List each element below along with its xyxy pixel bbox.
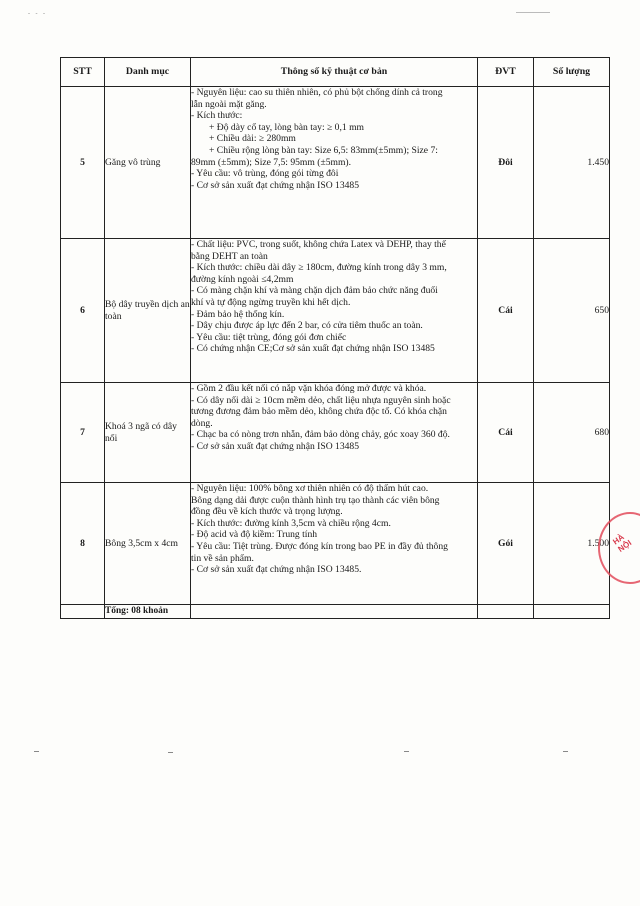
- table-header-row: [61, 58, 610, 87]
- row-specs: [191, 383, 478, 483]
- table-row: [61, 239, 610, 383]
- spec-line: dòng.: [191, 417, 213, 429]
- spec-line: + Chiều rộng lòng bàn tay: Size 6,5: 83mm(±5mm); Size 7:: [209, 144, 438, 156]
- spec-line: - Cơ sở sản xuất đạt chứng nhận ISO 13485: [191, 179, 360, 191]
- spec-line: Bông dạng dải được cuộn thành hình trụ tạo thành các viên bông: [191, 494, 440, 506]
- row-unit: Cái: [478, 239, 534, 383]
- spec-line: - Kích thước: đường kính 3,5cm và chiều rộng 4cm.: [191, 517, 391, 529]
- row-stt: 7: [61, 383, 105, 483]
- spec-line: tương đương đảm bảo mềm dẻo, không chứa độc tố. Có khóa chặn: [191, 406, 447, 418]
- total-stt-cell: [61, 605, 105, 619]
- total-qty-cell: [534, 605, 610, 619]
- spec-line: khí và tự động ngừng truyền khi hết dịch.: [191, 296, 351, 308]
- spec-line: - Dây chịu được áp lực đến 2 bar, có cửa tiêm thuốc an toàn.: [191, 320, 423, 332]
- row-stt: 5: [61, 87, 105, 239]
- header-specs: Thông số kỹ thuật cơ bản: [191, 58, 478, 87]
- total-label: Tổng: 08 khoản: [105, 605, 191, 619]
- row-quantity: 650: [534, 239, 610, 383]
- specification-table: [60, 57, 610, 619]
- spec-line: - Đảm bảo hệ thống kín.: [191, 308, 285, 320]
- table-row: [61, 87, 610, 239]
- spec-line: - Có chứng nhận CE;Cơ sở sản xuất đạt chứng nhận ISO 13485: [191, 343, 435, 355]
- spec-line: - Có màng chặn khí và màng chặn dịch đảm bảo chức năng đuổi: [191, 285, 438, 297]
- row-category-name: Bộ dây truyền dịch an toàn: [105, 239, 191, 383]
- margin-mark: [563, 751, 568, 752]
- row-category-name: Khoá 3 ngã có dây nối: [105, 383, 191, 483]
- spec-line: - Chất liệu: PVC, trong suốt, không chứa Latex và DEHP, thay thế: [191, 239, 446, 250]
- spec-line: - Độ acid và độ kiềm: Trung tính: [191, 529, 318, 541]
- header-unit: ĐVT: [478, 58, 534, 87]
- row-specs: [191, 483, 478, 605]
- margin-mark: [404, 751, 409, 752]
- total-row: [61, 605, 610, 619]
- spec-line: 89mm (±5mm); Size 7,5: 95mm (±5mm).: [191, 156, 352, 168]
- spec-line: - Chạc ba có nòng trơn nhẵn, đảm bảo dòng chảy, góc xoay 360 độ.: [191, 429, 450, 441]
- margin-mark: [168, 752, 173, 753]
- spec-line: - Kích thước:: [191, 110, 243, 122]
- spec-line: - Gồm 2 đầu kết nối có nắp vặn khóa đóng mở được và khóa.: [191, 383, 427, 394]
- table-row: [61, 483, 610, 605]
- margin-mark: [34, 751, 39, 752]
- spec-line: - Nguyên liệu: 100% bông xơ thiên nhiên có độ thấm hút cao.: [191, 483, 429, 494]
- scan-mark: - - -: [28, 11, 47, 17]
- table-row: [61, 383, 610, 483]
- spec-line: - Yêu cầu: tiệt trùng, đóng gói đơn chiếc: [191, 331, 347, 343]
- spec-line: - Cơ sở sản xuất đạt chứng nhận ISO 13485.: [191, 564, 362, 576]
- header-quantity: Số lượng: [534, 58, 610, 87]
- spec-line: + Độ dày cổ tay, lòng bàn tay: ≥ 0,1 mm: [209, 121, 364, 133]
- row-stt: 8: [61, 483, 105, 605]
- spec-line: - Cơ sở sản xuất đạt chứng nhận ISO 13485: [191, 440, 360, 452]
- row-stt: 6: [61, 239, 105, 383]
- row-quantity: 1.500: [534, 483, 610, 605]
- row-category-name: Găng vô trùng: [105, 87, 191, 239]
- spec-line: tin về sản phẩm.: [191, 552, 254, 564]
- row-category-name: Bông 3,5cm x 4cm: [105, 483, 191, 605]
- row-unit: Đôi: [478, 87, 534, 239]
- row-unit: Cái: [478, 383, 534, 483]
- scan-mark: [516, 12, 550, 13]
- spec-line: lẫn ngoài mặt găng.: [191, 98, 267, 110]
- header-category: Danh mục: [105, 58, 191, 87]
- seal-text: HÀ NỘI: [611, 532, 634, 554]
- spec-line: bằng DEHT an toàn: [191, 250, 268, 262]
- row-quantity: 1.450: [534, 87, 610, 239]
- spec-line: - Yêu cầu: vô trùng, đóng gói từng đôi: [191, 168, 339, 180]
- spec-line: đường kính ngoài ≤4,2mm: [191, 273, 294, 285]
- spec-line: - Có dây nối dài ≥ 10cm mềm dẻo, chất liệu nhựa nguyên sinh hoặc: [191, 394, 451, 406]
- spec-line: - Nguyên liệu: cao su thiên nhiên, có phủ bột chống dính cả trong: [191, 87, 443, 98]
- total-unit-cell: [478, 605, 534, 619]
- row-specs: [191, 239, 478, 383]
- spec-line: - Kích thước: chiều dài dây ≥ 180cm, đường kính trong dây 3 mm,: [191, 262, 447, 274]
- row-quantity: 680: [534, 383, 610, 483]
- spec-line: đồng đều về kích thước và trọng lượng.: [191, 506, 343, 518]
- row-unit: Gói: [478, 483, 534, 605]
- header-stt: STT: [61, 58, 105, 87]
- row-specs: [191, 87, 478, 239]
- total-spec-cell: [191, 605, 478, 619]
- spec-line: - Yêu cầu: Tiệt trùng. Được đóng kín trong bao PE in đầy đủ thông: [191, 540, 448, 552]
- spec-line: + Chiều dài: ≥ 280mm: [209, 133, 296, 145]
